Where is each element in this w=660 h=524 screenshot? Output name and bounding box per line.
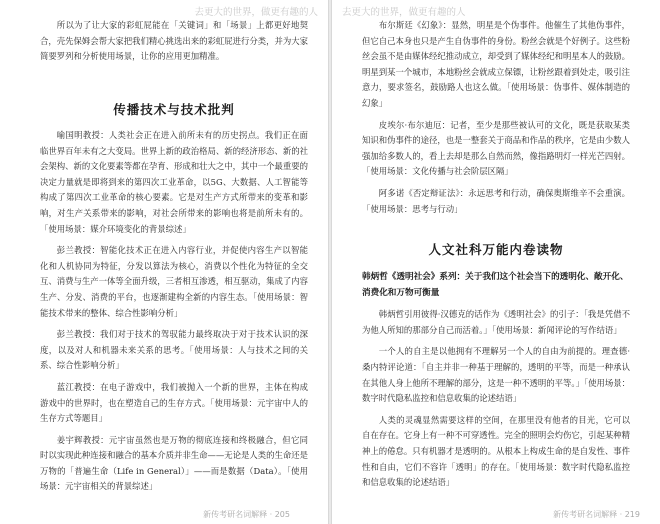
page-footer: 新传考研名词解释 · 219 <box>553 510 640 519</box>
paragraph-adorno: 阿多诺《否定辩证法》：永远思考和行动，确保奥斯维辛不会重演。「使用场景：思考与行动」 <box>362 187 630 214</box>
paragraph-jiang-yuhui: 姜宇辉教授：元宇宙虽然也是万物的彻底连接和终极融合，但它同时以实现此种连接和融合的基本介质并非生命——无论是人类的生命还是万物的「普遍生命（Life in General）」——而是数据（Data）。「使用场景：元宇宙相关的背景综述」 <box>40 434 308 492</box>
running-head: 去更大的世界，做更有趣的人 <box>342 7 466 18</box>
right-body-top <box>362 18 630 217</box>
paragraph-peng-lan-2: 彭兰教授：我们对于技术的驾驭能力最终取决于对于技术认识的深度，以及对人和机器未来关系的思考。「使用场景：人与技术之间的关系、综合性影响分析」 <box>40 329 308 371</box>
running-head: 去更大的世界，做更有趣的人 <box>194 7 318 18</box>
book-heading: 韩炳哲《透明社会》系列：关于我们这个社会当下的透明化、敞开化、消费化和万物可衡量 <box>362 272 629 298</box>
paragraph-han-3: 人类的灵魂显然需要这样的空间，在那里没有他者的目光，它可以自在存在。它身上有一种不可穿透性。完全的照明会灼伤它，引起某种精神上的倦怠。只有机器才是透明的。从根本上构成生命的是自发性、事件性和自由，它们不容许「透明」的存在。「使用场景：数字时代隐私监控和信息收集的论述结语」 <box>362 414 630 488</box>
left-body <box>40 128 308 495</box>
left-page <box>0 0 328 524</box>
paragraph-boorstin: 布尔斯廷《幻象》：显然，明星是个伪事件。他催生了其他伪事件，但它自己本身也只是产生自伪事件的身份。粉丝会就是个好例子。这些粉丝会虽不是由媒体经纪推动成立，却受到了媒体经纪和明星本人的鼓励。明星到某一个城市，本地粉丝会就成立保镖，让粉丝跟着到处走，吸引注意力，要求签名，鼓励路人也这么做。「使用场景：伪事件、媒体制造的幻象」 <box>362 20 630 108</box>
right-body-bottom <box>362 270 630 491</box>
paragraph-han-2: 一个人的自主是以他拥有不理解另一个人的自由为前提的。理查德·桑内特评论道：「自主并非一种基于理解的，透明的平等，而是一种承认在其他人身上他所不理解的部分，这是一种不透明的平等。」「使用场景：数字时代隐私监控和信息收集的论述结语」 <box>362 346 630 404</box>
paragraph-lan-jiang: 蓝江教授：在电子游戏中，我们被抛入一个新的世界，主体在构成游戏中的世界时，也在塑造自己的生存方式。「使用场景：元宇宙中人的生存方式等题目」 <box>40 381 308 424</box>
paragraph-yu-guoming: 喻国明教授：人类社会正在进入前所未有的历史拐点。我们正在面临世界百年未有之大变局。世界上新的政治格局、新的经济形态、新的社会架构、新的文化要素等都在孕育、形成和壮大之中，其中一个最重要的决定力量就是即将到来的第四次工业革命，以5G、大数据、人工智能等构成了第四次工业革命的核心要素。它是对生产方式所带来的变革和影响，对生产关系带来的影响，对社会所带来的影响也将是前所未有的。「使用场景：媒介环境变化的背景综述」 <box>40 130 308 234</box>
section-title: 人文社科万能内卷读物 <box>428 242 564 257</box>
page-footer: 新传考研名词解释 · 205 <box>203 510 290 519</box>
right-page <box>332 0 660 524</box>
intro-paragraph: 所以为了让大家的彩虹屁能在「关键词」和「场景」上都更好地契合，壳先保姆会帮大家把我们精心挑选出来的彩虹屁进行分类，并为大家简要罗列和分析使用场景，让你的应用更加精准。 <box>40 20 308 62</box>
paragraph-han-1: 韩炳哲引用彼得·汉德克的话作为《透明社会》的引子：「我是凭借不为他人所知的那部分自己而活着。」「使用场景：新闻评论的写作结语」 <box>362 309 630 335</box>
section-title: 传播技术与技术批判 <box>113 102 235 117</box>
paragraph-peng-lan-1: 彭兰教授：智能化技术正在进入内容行业，并促使内容生产以智能化和人机协同为特征，分发以算法为核心，消费以个性化为特征的全交互、消费与生产一体等全面升级，三者相互渗透，相互驱动，集成了内容生产、分发、消费的平台，也逐渐建构全新的内容生态。「使用场景：智能技术带来的整体、综合性影响分析」 <box>40 245 308 318</box>
intro-paragraph-block <box>40 18 308 65</box>
paragraph-bourdieu: 皮埃尔·布尔迪厄：记者，至少是那些被认可的文化，既是获取某类知识和伪事件的途径，也是一整套关于商品和作品的秩序，它是由少数人强加给多数人的，看上去却是那么自然而然，像指路明灯一样光芒四射。「使用场景：文化传播与社会阶层区隔」 <box>362 119 630 177</box>
